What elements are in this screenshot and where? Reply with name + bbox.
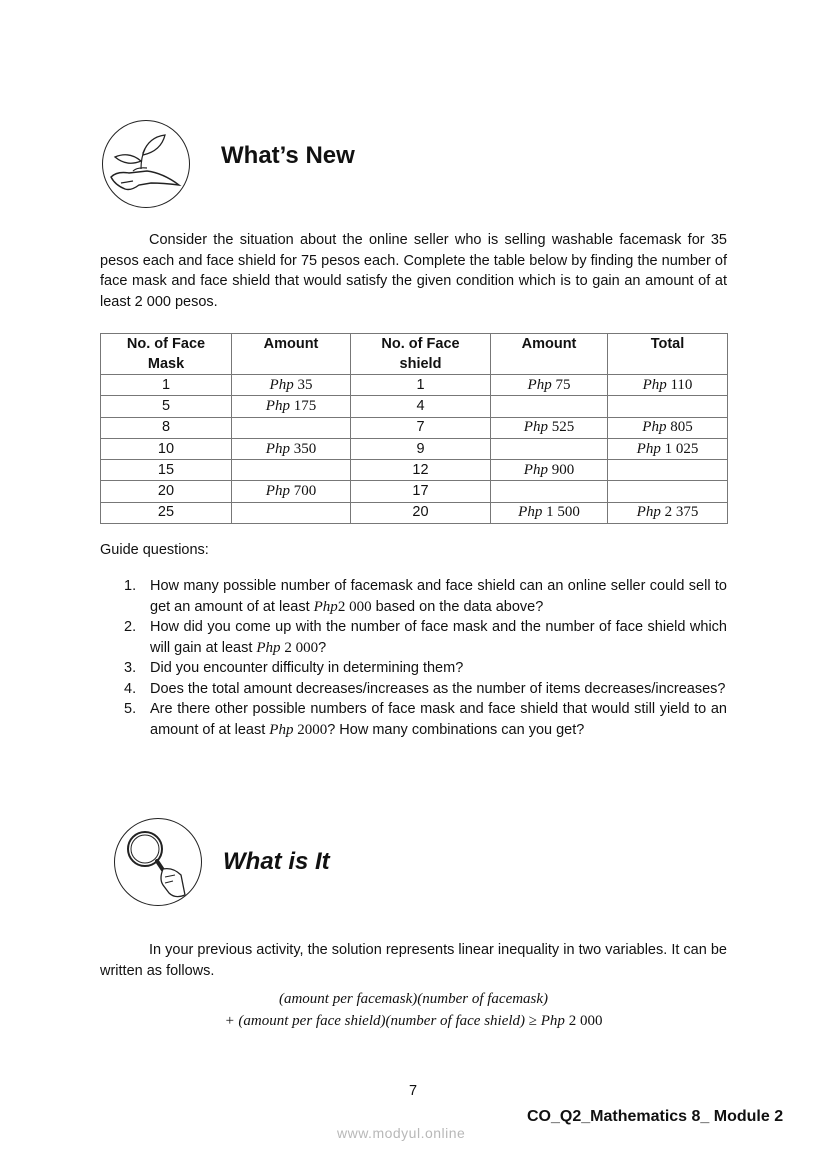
table-row xyxy=(101,438,728,459)
table-row xyxy=(101,481,728,502)
table-cell: 1 xyxy=(101,375,232,396)
table-cell xyxy=(608,396,728,417)
table-cell xyxy=(491,438,608,459)
guide-questions-list xyxy=(124,576,727,740)
hand-with-seedling-icon xyxy=(102,120,190,208)
header-amount-shield: Amount xyxy=(491,334,608,375)
header-total: Total xyxy=(608,334,728,375)
guide-question: 2. How did you come up with the number of face mask and the number of face shield which will gain at least Php 2 000? xyxy=(124,619,727,656)
guide-question: 5. Are there other possible numbers of face mask and face shield that would still yield to an amount of at least Php 2000? How many combinations can you get? xyxy=(124,701,727,738)
table-cell: 12 xyxy=(351,460,491,481)
page-number: 7 xyxy=(409,1083,418,1099)
table-cell: Php 805 xyxy=(608,417,728,438)
table-cell xyxy=(491,396,608,417)
table-cell: 25 xyxy=(101,502,232,523)
table-cell: 8 xyxy=(101,417,232,438)
table-cell xyxy=(232,417,351,438)
table-row xyxy=(101,460,728,481)
table-row xyxy=(101,502,728,523)
table-cell: 7 xyxy=(351,417,491,438)
guide-question: 3. Did you encounter difficulty in determining them? xyxy=(124,660,464,676)
table-cell: Php 350 xyxy=(232,438,351,459)
table-cell: 9 xyxy=(351,438,491,459)
table-cell: 1 xyxy=(351,375,491,396)
table-cell xyxy=(608,481,728,502)
table-cell: Php 525 xyxy=(491,417,608,438)
table-cell xyxy=(232,460,351,481)
table-cell: Php 1 025 xyxy=(608,438,728,459)
guide-question: 4. Does the total amount decreases/increases as the number of items decreases/increases? xyxy=(124,680,726,697)
table-cell: 10 xyxy=(101,438,232,459)
table-cell: 20 xyxy=(351,502,491,523)
whats-new-paragraph xyxy=(100,230,727,312)
table-cell: 15 xyxy=(101,460,232,481)
header-no-face-shield: No. of Face shield xyxy=(351,334,491,375)
table-row xyxy=(101,417,728,438)
table-cell: Php 700 xyxy=(232,481,351,502)
table-cell: 17 xyxy=(351,481,491,502)
facemask-shield-table xyxy=(100,333,728,524)
table-cell xyxy=(608,460,728,481)
formula-line-2: + (amount per face shield)(number of face shield) ≥ Php 2 000 xyxy=(224,1013,603,1029)
watermark: www.modyul.online xyxy=(337,1125,466,1141)
table-cell: Php 75 xyxy=(491,375,608,396)
table-cell: Php 900 xyxy=(491,460,608,481)
table-cell: Php 110 xyxy=(608,375,728,396)
magnifying-glass-icon xyxy=(114,818,202,906)
whats-new-title: What’s New xyxy=(221,142,355,169)
formula-line-1: (amount per facemask)(number of facemask) xyxy=(278,991,549,1007)
guide-questions-label: Guide questions: xyxy=(100,542,209,558)
inequality-formula xyxy=(100,988,727,1032)
header-amount-mask: Amount xyxy=(232,334,351,375)
guide-question: 1. How many possible number of facemask and face shield can an online seller could sell to get an amount of at least Php2 000 based on the data above? xyxy=(124,578,727,615)
table-cell: Php 1 500 xyxy=(491,502,608,523)
table-row xyxy=(101,375,728,396)
table-row xyxy=(101,396,728,417)
table-cell: 5 xyxy=(101,396,232,417)
whats-new-text: Consider the situation about the online seller who is selling washable facemask for 35 pesos each and face shield for 75 pesos each. Complete the table below by finding the number of face mask and face shield that would satisfy the given condition which is to gain an amount of at least 2 000 pesos. xyxy=(100,232,727,310)
table-cell: Php 35 xyxy=(232,375,351,396)
table-cell: 20 xyxy=(101,481,232,502)
header-no-face-mask: No. of Face Mask xyxy=(101,334,232,375)
table-cell: Php 175 xyxy=(232,396,351,417)
what-is-it-paragraph xyxy=(100,940,727,981)
table-cell xyxy=(491,481,608,502)
table-cell: Php 2 375 xyxy=(608,502,728,523)
table-header-row xyxy=(101,334,728,375)
what-is-it-title: What is It xyxy=(223,848,330,875)
module-label: CO_Q2_Mathematics 8_ Module 2 xyxy=(527,1108,784,1125)
table-cell: 4 xyxy=(351,396,491,417)
what-is-it-text: In your previous activity, the solution represents linear inequality in two variables. It can be written as follows. xyxy=(100,942,727,979)
table-cell xyxy=(232,502,351,523)
